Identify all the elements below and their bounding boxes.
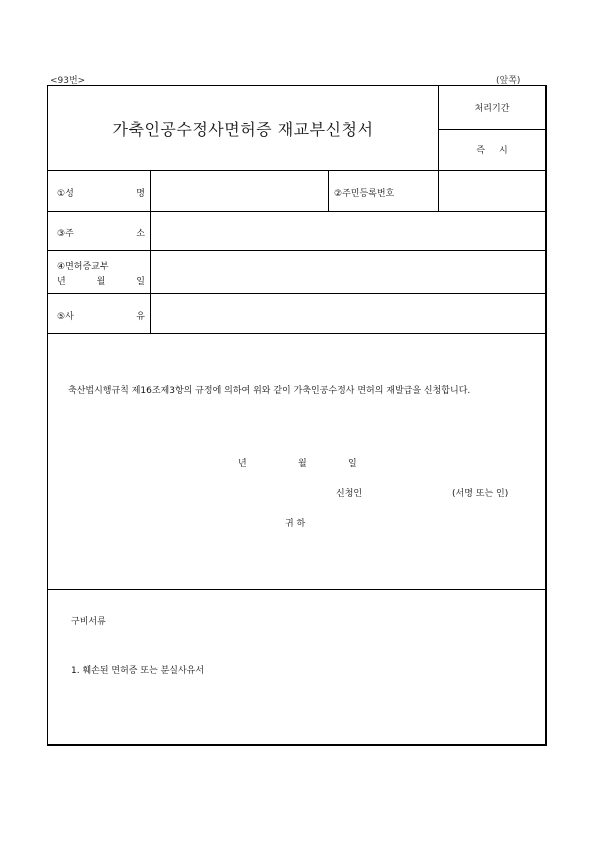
required-documents-title: 구비서류 xyxy=(71,617,106,627)
reason-label xyxy=(57,309,145,322)
reason-label-part: 유 xyxy=(136,312,145,322)
address-label-part: ③주 xyxy=(57,229,74,239)
form-title: 가축인공수정사면허증 재교부신청서 xyxy=(112,119,374,139)
reason-label-part: ⑤사 xyxy=(57,312,74,322)
issue-date-month-label: 월 xyxy=(96,277,106,287)
processing-period-label: 처리기간 xyxy=(474,104,510,114)
name-label-part: 명 xyxy=(136,189,145,199)
resident-number-label: ②주민등록번호 xyxy=(334,189,395,199)
date-day-label: 일 xyxy=(348,459,357,469)
divider xyxy=(48,589,546,590)
date-month-label: 월 xyxy=(298,459,307,469)
issue-date-label-line2 xyxy=(57,274,145,287)
name-label xyxy=(57,186,145,199)
name-label-part: ①성 xyxy=(57,189,74,199)
application-statement: 축산법시행규칙 제16조제3항의 규정에 의하여 위와 같이 가축인공수정사 면허의 재발급을 신청합니다. xyxy=(68,386,471,396)
address-label-part: 소 xyxy=(136,229,145,239)
page-side-label: (앞쪽) xyxy=(496,76,521,86)
divider xyxy=(328,170,329,211)
form-number: <93번> xyxy=(50,76,86,86)
processing-period-value: 즉시 xyxy=(476,146,522,156)
issue-date-day-label: 일 xyxy=(136,277,145,287)
address-label xyxy=(57,226,145,239)
date-year-label: 년 xyxy=(238,459,247,469)
resident-number-field[interactable] xyxy=(439,171,546,210)
signature-note: (서명 또는 인) xyxy=(452,489,509,499)
issue-date-year-label: 년 xyxy=(57,277,66,287)
issue-date-field[interactable] xyxy=(151,251,546,292)
issue-date-label-line1: ④면허증교부 xyxy=(57,262,109,272)
divider xyxy=(48,333,546,334)
reason-field[interactable] xyxy=(151,294,546,332)
address-field[interactable] xyxy=(151,212,546,249)
applicant-label: 신청인 xyxy=(336,489,363,499)
application-form xyxy=(47,85,547,746)
addressee-label: 귀 하 xyxy=(285,519,306,529)
required-document-item: 1. 훼손된 면허증 또는 분실사유서 xyxy=(71,666,205,676)
name-field[interactable] xyxy=(151,171,327,210)
